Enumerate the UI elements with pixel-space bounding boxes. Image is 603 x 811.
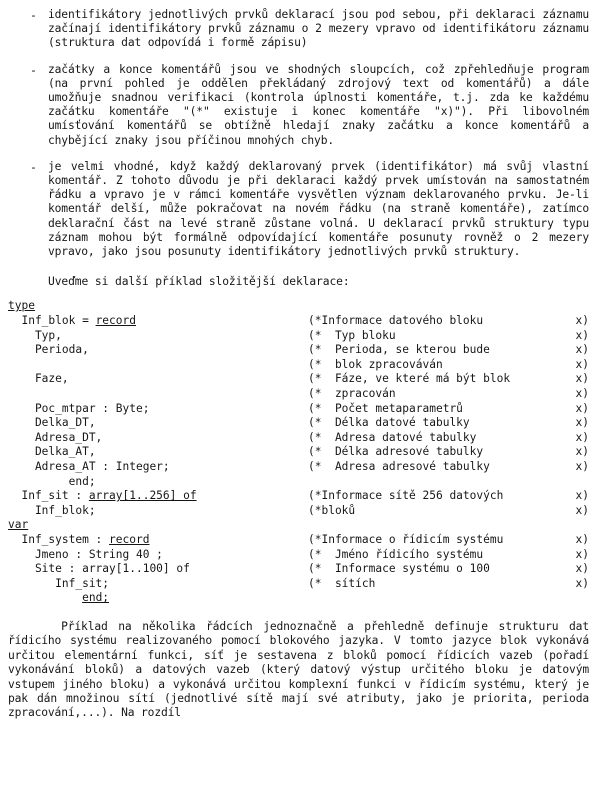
code-line — [8, 489, 603, 504]
comment-close: x) — [575, 459, 589, 473]
code-declaration: var — [8, 518, 29, 532]
code-line — [8, 445, 603, 460]
code-comment — [308, 314, 603, 329]
code-line — [8, 518, 603, 533]
comment-close: x) — [575, 372, 589, 386]
code-declaration: Typ, — [8, 328, 62, 342]
code-declaration: type — [8, 299, 35, 313]
code-comment — [308, 445, 603, 460]
code-line — [8, 402, 603, 417]
code-declaration: Adresa_AT : Integer; — [8, 459, 170, 473]
comment-open: (* Adresa datové tabulky — [308, 430, 477, 444]
comment-open: (*bloků — [308, 503, 356, 517]
code-line — [8, 460, 603, 475]
code-comment — [308, 548, 603, 563]
code-declaration: Delka_DT, — [8, 416, 96, 430]
code-declaration: Inf_blok; — [8, 503, 96, 517]
comment-close: x) — [575, 489, 589, 503]
code-declaration: Site : array[1..100] of — [8, 562, 190, 576]
code-comment — [308, 577, 603, 592]
code-line — [8, 343, 603, 358]
code-comment — [308, 460, 603, 475]
comment-close: x) — [575, 314, 589, 328]
comment-open: (* Jméno řídicího systému — [308, 547, 484, 561]
code-comment — [308, 489, 603, 504]
intro-line: Uveďme si další příklad složitější deklarace: — [48, 275, 350, 289]
bullet-marker: - — [30, 62, 37, 77]
code-comment — [308, 402, 603, 417]
code-line — [8, 358, 603, 373]
code-line — [8, 329, 603, 344]
comment-close: x) — [575, 357, 589, 371]
code-declaration: Inf_blok = record — [8, 314, 136, 328]
code-declaration: Adresa_DT, — [8, 430, 103, 444]
code-line — [8, 504, 603, 519]
code-comment — [308, 329, 603, 344]
closing-paragraph: Příklad na několika řádcích jednoznačně a přehledně definuje strukturu dat řídicího systému realizovaného pomocí blokového jazyka. V tomto jazyce blok vykonává určitou elementární funkci, síť je sestavena z bloků pomocí řídicích vazeb (pořadí vykonávání bloků) a datových vazeb (který datový výstup určitého bloku je datovým vstupem jiného bloku) a vykonává určitou komplexní funkci v řídicím systému, který je pak dán množinou sítí (jednotlivé sítě mají své atributy, jako je priorita, perioda zpracování,...). Na rozdíl — [8, 619, 596, 720]
code-comment — [308, 343, 603, 358]
comment-open: (* Délka datové tabulky — [308, 416, 470, 430]
bullet-text: je velmi vhodné, když každý deklarovaný prvek (identifikátor) má svůj vlastní komentář. Z tohoto důvodu je při deklaraci každý prvek umístován na samostatném řádku a vpravo je v rámci komentáře vysvětlen význam deklarovaného prvku. Je-li komentář delší, může pokračovat na novém řádku (na straně komentáře), zatímco deklarační část na levé straně zůstane volná. U deklarací prvků struktury typu záznam mohou být formálně odpovídající komentáře posunuty rovněž o 2 mezery vpravo, jako jsou posunuty identifikátory jednotlivých prvků struktury. — [48, 159, 596, 259]
comment-close: x) — [575, 401, 589, 415]
comment-open: (* Perioda, se kterou bude — [308, 343, 490, 357]
comment-open: (*Informace sítě 256 datových — [308, 489, 504, 503]
code-line — [8, 475, 603, 490]
code-declaration: Poc_mtpar : Byte; — [8, 401, 150, 415]
code-line — [8, 591, 603, 606]
code-declaration: Jmeno : String 40 ; — [8, 547, 163, 561]
comment-close: x) — [575, 547, 589, 561]
code-declaration: Inf_sit : array[1..256] of — [8, 489, 197, 503]
list-item — [30, 159, 596, 259]
code-declaration: Inf_sit; — [8, 576, 110, 590]
code-comment — [308, 358, 603, 373]
code-comment — [308, 416, 603, 431]
comment-close: x) — [575, 328, 589, 342]
comment-close: x) — [575, 532, 589, 546]
comment-close: x) — [575, 430, 589, 444]
comment-close: x) — [575, 343, 589, 357]
comment-open: (* Počet metaparametrů — [308, 401, 463, 415]
code-declaration: Faze, — [8, 372, 69, 386]
code-comment — [308, 533, 603, 548]
code-line — [8, 416, 603, 431]
comment-open: (*Informace datového bloku — [308, 314, 484, 328]
code-declaration: end; — [82, 591, 110, 605]
code-line — [8, 533, 603, 548]
code-line — [8, 372, 603, 387]
comment-open: (* Typ bloku — [308, 328, 396, 342]
code-listing — [8, 299, 603, 605]
code-line — [8, 562, 603, 577]
code-comment — [308, 372, 603, 387]
code-line — [8, 387, 603, 402]
comment-open: (* blok zpracováván — [308, 357, 443, 371]
list-item — [30, 62, 596, 148]
code-line — [8, 299, 603, 314]
code-comment — [308, 387, 603, 402]
comment-close: x) — [575, 562, 589, 576]
comment-open: (* sítích — [308, 576, 376, 590]
code-comment — [308, 504, 603, 519]
comment-close: x) — [575, 503, 589, 517]
code-line — [8, 548, 603, 563]
comment-open: (* Fáze, ve které má být blok — [308, 372, 511, 386]
comment-open: (* Délka adresové tabulky — [308, 445, 484, 459]
comment-open: (* zpracován — [308, 387, 396, 401]
code-line — [8, 577, 603, 592]
comment-open: (* Adresa adresové tabulky — [308, 459, 490, 473]
bullet-text: identifikátory jednotlivých prvků deklarací jsou pod sebou, při deklaraci záznamu začínají identifikátory prvků záznamu o 2 mezery vpravo od identifikátoru záznamu (struktura dat odpovídá i formě zápisu) — [48, 8, 596, 50]
comment-close: x) — [575, 445, 589, 459]
code-declaration: Inf_system : record — [8, 532, 150, 546]
bullet-marker: - — [30, 8, 37, 22]
document-page — [0, 8, 603, 811]
code-line — [8, 314, 603, 329]
code-declaration: end; — [8, 474, 96, 488]
bullet-text: začátky a konce komentářů jsou ve shodných sloupcích, což zpřehledňuje program (na první pohled je oddělen překládaný zdrojový text od komentářů) a dále umožňuje snadnou verifikaci (kontrola úplnosti komentáře, t.j. zda ke každému začátku komentáře "(*" existuje i konec komentáře "x)"). Při libovolném umísťování komentářů se obtížně hledají znaky začátku a konce komentářů a chybějící znaky jsou příčinou mnohých chyb. — [48, 62, 596, 147]
code-comment — [308, 431, 603, 446]
comment-open: (*Informace o řídicím systému — [308, 532, 504, 546]
bullet-marker: - — [30, 159, 37, 174]
bullet-list — [0, 8, 603, 259]
comment-close: x) — [575, 416, 589, 430]
code-line — [8, 431, 603, 446]
comment-open: (* Informace systému o 100 — [308, 562, 490, 576]
code-declaration: Delka_AT, — [8, 445, 96, 459]
code-declaration: Perioda, — [8, 343, 89, 357]
comment-close: x) — [575, 387, 589, 401]
comment-close: x) — [575, 576, 589, 590]
list-item — [30, 8, 596, 51]
code-comment — [308, 562, 603, 577]
